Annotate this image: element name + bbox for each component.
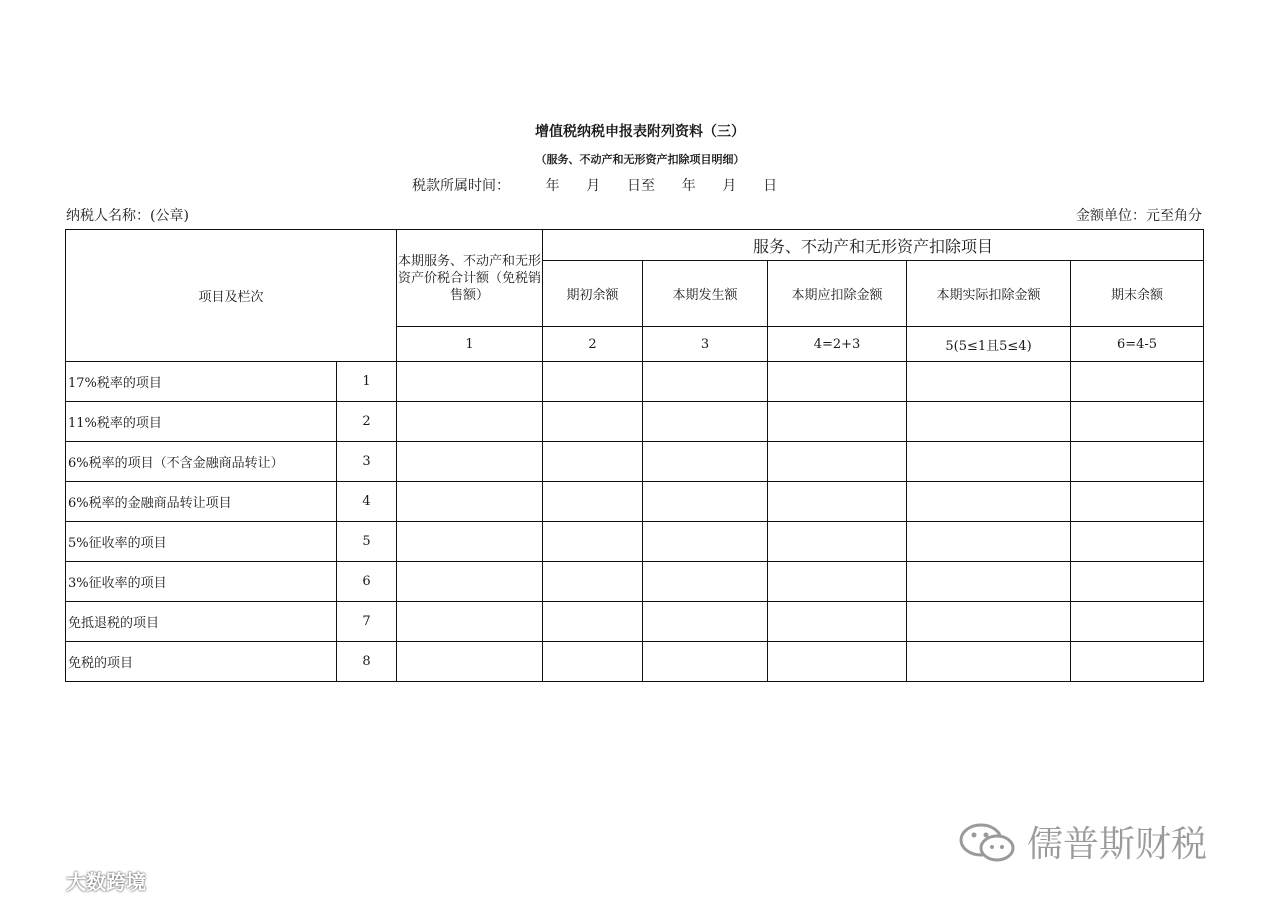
- header-closing-balance: 期末余额: [1071, 261, 1204, 327]
- table-row: [66, 362, 1204, 402]
- column-number: 1: [397, 327, 543, 362]
- row-number: 2: [337, 402, 397, 442]
- value-cell[interactable]: [907, 402, 1071, 442]
- value-cell[interactable]: [907, 562, 1071, 602]
- table-row: [66, 522, 1204, 562]
- value-cell[interactable]: [543, 402, 643, 442]
- row-label: 3%征收率的项目: [66, 562, 337, 602]
- page-subtitle: （服务、不动产和无形资产扣除项目明细）: [535, 153, 745, 166]
- value-cell[interactable]: [1071, 362, 1204, 402]
- row-number: 6: [337, 562, 397, 602]
- row-label: 免税的项目: [66, 642, 337, 682]
- value-cell[interactable]: [1071, 402, 1204, 442]
- value-cell[interactable]: [907, 522, 1071, 562]
- value-cell[interactable]: [397, 442, 543, 482]
- row-label: 17%税率的项目: [66, 362, 337, 402]
- value-cell[interactable]: [1071, 482, 1204, 522]
- header-actual-deduction: 本期实际扣除金额: [907, 261, 1071, 327]
- value-cell[interactable]: [768, 522, 907, 562]
- value-cell[interactable]: [768, 402, 907, 442]
- value-cell[interactable]: [907, 602, 1071, 642]
- value-cell[interactable]: [643, 642, 768, 682]
- value-cell[interactable]: [543, 602, 643, 642]
- value-cell[interactable]: [397, 402, 543, 442]
- value-cell[interactable]: [768, 602, 907, 642]
- table-row: [66, 482, 1204, 522]
- wechat-icon: [957, 820, 1019, 864]
- value-cell[interactable]: [543, 642, 643, 682]
- value-cell[interactable]: [1071, 562, 1204, 602]
- header-deduction-group: 服务、不动产和无形资产扣除项目: [543, 230, 1204, 261]
- value-cell[interactable]: [768, 562, 907, 602]
- value-cell[interactable]: [397, 522, 543, 562]
- value-cell[interactable]: [643, 442, 768, 482]
- row-label: 6%税率的金融商品转让项目: [66, 482, 337, 522]
- value-cell[interactable]: [1071, 602, 1204, 642]
- value-cell[interactable]: [768, 482, 907, 522]
- watermark-right-text: 儒普斯财税: [1027, 824, 1208, 865]
- header-current-amount: 本期发生额: [643, 261, 768, 327]
- taxpayer-name: 纳税人名称：(公章): [66, 208, 189, 224]
- value-cell[interactable]: [907, 442, 1071, 482]
- column-number: 6=4-5: [1071, 327, 1204, 362]
- value-cell[interactable]: [643, 402, 768, 442]
- table-row: [66, 602, 1204, 642]
- value-cell[interactable]: [397, 602, 543, 642]
- row-number: 7: [337, 602, 397, 642]
- value-cell[interactable]: [543, 522, 643, 562]
- amount-unit: 金额单位：元至角分: [1076, 208, 1202, 224]
- value-cell[interactable]: [543, 442, 643, 482]
- value-cell[interactable]: [397, 362, 543, 402]
- value-cell[interactable]: [397, 562, 543, 602]
- tax-period: 税款所属时间： 年 月 日至 年 月 日: [412, 178, 778, 194]
- value-cell[interactable]: [907, 482, 1071, 522]
- deduction-table: [65, 229, 1204, 682]
- row-number: 3: [337, 442, 397, 482]
- row-label: 11%税率的项目: [66, 402, 337, 442]
- header-deductible-amount: 本期应扣除金额: [768, 261, 907, 327]
- brand-logo-icon: [6, 867, 60, 895]
- column-number: 5(5≤1且5≤4): [907, 327, 1071, 362]
- header-total-amount: 本期服务、不动产和无形资产价税合计额（免税销售额）: [397, 230, 543, 327]
- row-number: 4: [337, 482, 397, 522]
- value-cell[interactable]: [643, 522, 768, 562]
- watermark-left: [6, 866, 146, 895]
- value-cell[interactable]: [1071, 442, 1204, 482]
- row-label: 5%征收率的项目: [66, 522, 337, 562]
- watermark-left-text: 大数跨境: [66, 870, 146, 894]
- page-title: 增值税纳税申报表附列资料（三）: [535, 124, 745, 140]
- row-number: 1: [337, 362, 397, 402]
- table-row: [66, 642, 1204, 682]
- row-number: 8: [337, 642, 397, 682]
- value-cell[interactable]: [643, 362, 768, 402]
- row-number: 5: [337, 522, 397, 562]
- value-cell[interactable]: [643, 562, 768, 602]
- column-number: 4=2+3: [768, 327, 907, 362]
- table-row: [66, 562, 1204, 602]
- value-cell[interactable]: [543, 362, 643, 402]
- table-row: [66, 442, 1204, 482]
- watermark-right: [957, 816, 1207, 867]
- value-cell[interactable]: [907, 642, 1071, 682]
- value-cell[interactable]: [907, 362, 1071, 402]
- header-item-and-column: 项目及栏次: [66, 230, 397, 362]
- value-cell[interactable]: [768, 442, 907, 482]
- column-number: 2: [543, 327, 643, 362]
- value-cell[interactable]: [1071, 522, 1204, 562]
- value-cell[interactable]: [1071, 642, 1204, 682]
- value-cell[interactable]: [397, 642, 543, 682]
- value-cell[interactable]: [768, 362, 907, 402]
- value-cell[interactable]: [397, 482, 543, 522]
- row-label: 6%税率的项目（不含金融商品转让）: [66, 442, 337, 482]
- value-cell[interactable]: [543, 562, 643, 602]
- table-row: [66, 402, 1204, 442]
- value-cell[interactable]: [643, 602, 768, 642]
- header-opening-balance: 期初余额: [543, 261, 643, 327]
- row-label: 免抵退税的项目: [66, 602, 337, 642]
- value-cell[interactable]: [768, 642, 907, 682]
- column-number: 3: [643, 327, 768, 362]
- value-cell[interactable]: [543, 482, 643, 522]
- value-cell[interactable]: [643, 482, 768, 522]
